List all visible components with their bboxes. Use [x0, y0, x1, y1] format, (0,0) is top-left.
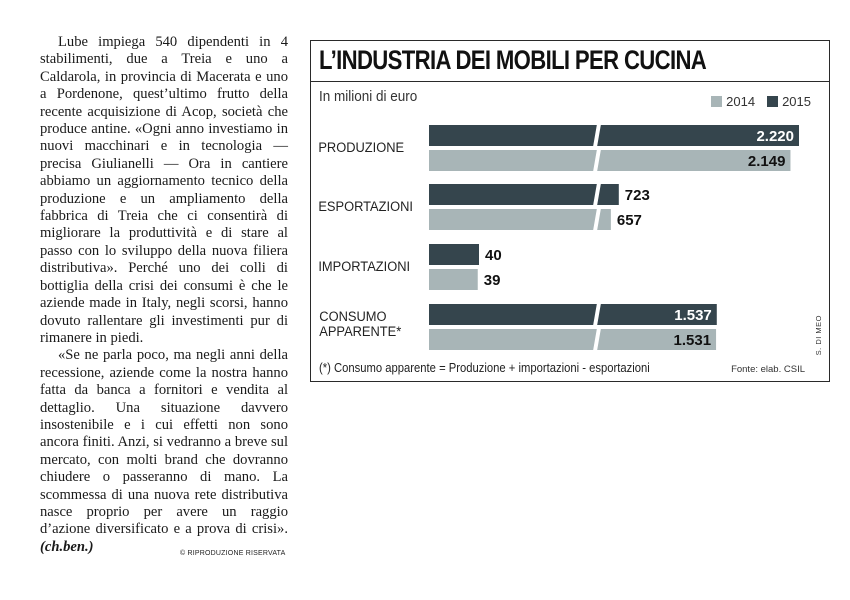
article-text: [40, 34, 288, 556]
chart-title: L’INDUSTRIA DEI MOBILI PER CUCINA: [319, 45, 707, 75]
data-label-produzione-2014: 2.149: [747, 153, 786, 170]
bar-esportazioni-2014: [429, 209, 611, 230]
chart-footnote: (*) Consumo apparente = Produzione + importazioni - esportazioni: [319, 361, 650, 375]
category-label-importazioni: IMPORTAZIONI: [318, 258, 411, 275]
bar-esportazioni-2015: [429, 184, 619, 205]
bar-importazioni-2015: [429, 244, 479, 265]
bar-chart: [311, 41, 828, 380]
category-label-esportazioni: ESPORTAZIONI: [318, 198, 413, 215]
illustrator-credit: S. DI MEO: [814, 314, 823, 355]
article-paragraph-1: Lube impiega 540 dipendenti in 4 stabilimenti, due a Treia e uno a Caldarola, in provincia di Macerata e uno a Pordenone, quest’ultimo frutto della recente acquisizione di Acop, società che produce antine. «Ogni anno investiamo in nuovi macchinari e in tecnologia — precisa Giulianelli — Ora in cantiere abbiamo un aggiornamento tecnico della produzione e un ampliamento della fabbrica di Treia che ci consentirà di migliorare la produttività e di stare al passo con lo sviluppo della nuova filiera distributiva». Perché uno dei colli di bottiglia della crisi dei consumi è che le aziende made in Italy, negli scorsi, hanno dovuto rallentare gli investimenti pur di rimanere in piedi.: [40, 34, 288, 346]
article-paragraph-2-text: «Se ne parla poco, ma negli anni della recessione, aziende come la nostra hanno fatta da banca a fornitori e vendita al dettaglio. Una situazione davvero insostenibile e i cui effetti non sono ancora finiti. Anzi, si vedranno a breve sul mercato, con molti brand che dovranno chiudere o passeranno di mano. La scommessa di una nuova rete distributiva nasce proprio per avere un raggio d’azione diversificato e a prova di crisi».: [40, 347, 288, 538]
data-label-importazioni-2015: 40: [485, 247, 502, 264]
data-label-produzione-2015: 2.220: [756, 128, 794, 145]
chart-subtitle: In milioni di euro: [319, 88, 418, 105]
data-label-esportazioni-2015: 723: [624, 187, 650, 204]
data-label-consumo-apparente-2015: 1.537: [674, 307, 712, 324]
chart-panel: [310, 40, 830, 382]
legend-label-2015: 2015: [782, 94, 811, 109]
bar-importazioni-2014: [429, 269, 478, 290]
data-label-consumo-apparente-2014: 1.531: [673, 332, 712, 349]
bar-produzione-2014: [429, 150, 790, 171]
data-label-importazioni-2014: 39: [483, 272, 501, 289]
bar-produzione-2015: [429, 125, 799, 146]
data-label-esportazioni-2014: 657: [616, 212, 642, 229]
article-signature: (ch.ben.): [40, 538, 94, 555]
category-label-consumo-apparente: CONSUMO APPARENTE*: [319, 308, 402, 340]
article-paragraph-2: [40, 347, 288, 556]
category-label-produzione: PRODUZIONE: [318, 139, 405, 156]
chart-source: Fonte: elab. CSIL: [731, 364, 805, 375]
copyright-notice: © RIPRODUZIONE RISERVATA: [180, 550, 286, 557]
legend-label-2014: 2014: [726, 94, 756, 109]
